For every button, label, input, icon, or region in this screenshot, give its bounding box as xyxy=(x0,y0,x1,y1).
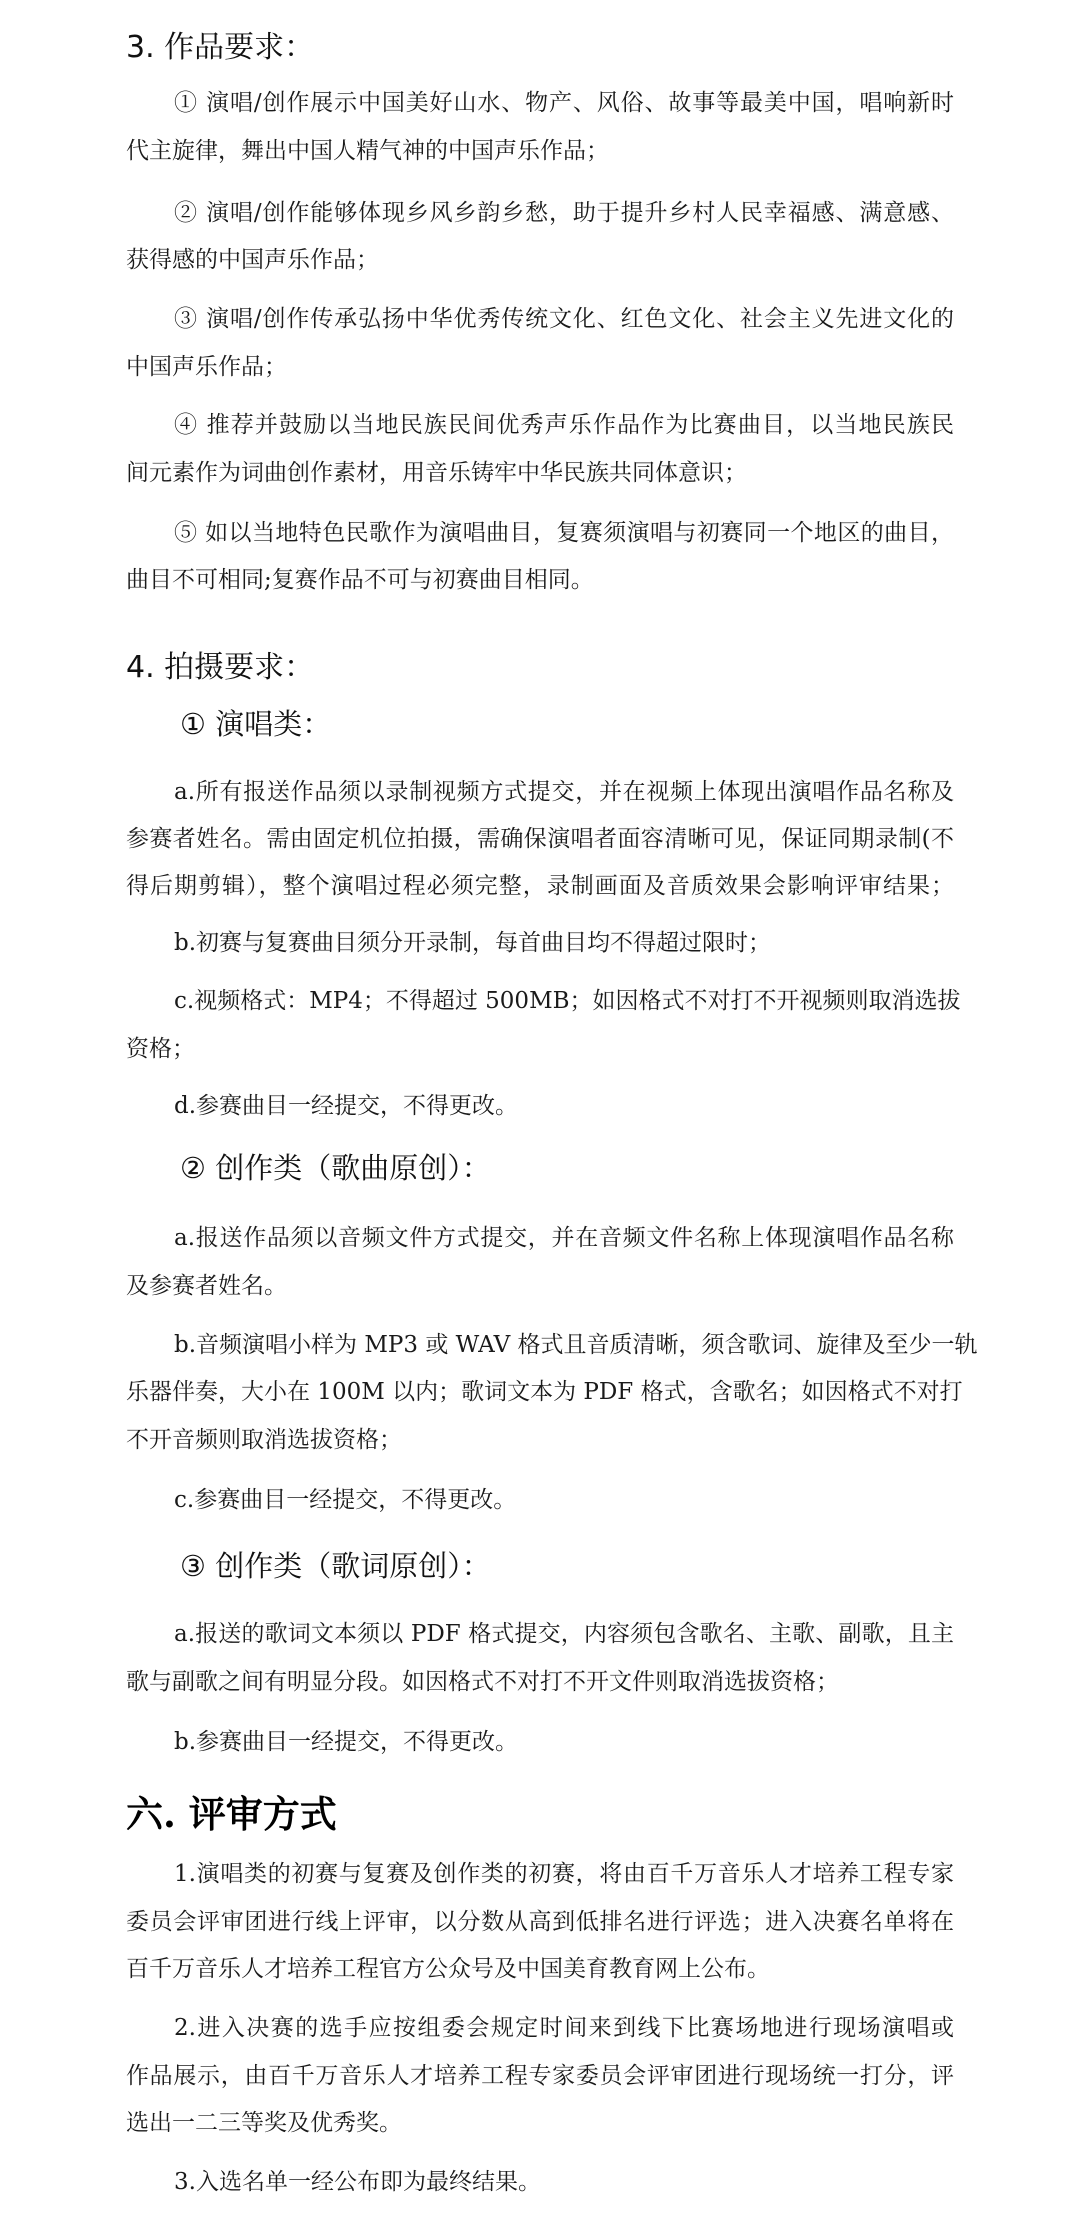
work-req-5-line-1: ⑤ 如以当地特色民歌作为演唱曲目，复赛须演唱与初赛同一个地区的曲目， xyxy=(174,520,954,546)
subheading-singing: ① 演唱类： xyxy=(180,707,332,741)
work-req-1-line-2: 代主旋律，舞出中国人精气神的中国声乐作品； xyxy=(126,138,609,164)
work-req-2-line-1: ② 演唱/创作能够体现乡风乡韵乡愁，助于提升乡村人民幸福感、满意感、 xyxy=(174,200,954,226)
review-1-line-2: 委员会评审团进行线上评审，以分数从高到低排名进行评选；进入决赛名单将在 xyxy=(126,1909,954,1935)
song-b-line-2: 乐器伴奏，大小在 100M 以内；歌词文本为 PDF 格式，含歌名；如因格式不对打 xyxy=(126,1379,963,1405)
singing-a-line-1: a.所有报送作品须以录制视频方式提交，并在视频上体现出演唱作品名称及 xyxy=(174,779,954,805)
work-req-3-line-2: 中国声乐作品； xyxy=(126,354,287,380)
review-2-line-3: 选出一二三等奖及优秀奖。 xyxy=(126,2110,402,2136)
song-b-line-3: 不开音频则取消选拔资格； xyxy=(126,1427,402,1453)
singing-b: b.初赛与复赛曲目须分开录制，每首曲目均不得超过限时； xyxy=(174,930,772,956)
work-req-4-line-2: 间元素作为词曲创作素材，用音乐铸牢中华民族共同体意识； xyxy=(126,460,747,486)
review-2-line-2: 作品展示，由百千万音乐人才培养工程专家委员会评审团进行现场统一打分，评 xyxy=(126,2063,954,2089)
review-1-line-1: 1.演唱类的初赛与复赛及创作类的初赛，将由百千万音乐人才培养工程专家 xyxy=(174,1861,954,1887)
song-a-line-1: a.报送作品须以音频文件方式提交，并在音频文件名称上体现演唱作品名称 xyxy=(174,1225,954,1251)
song-b-line-1: b.音频演唱小样为 MP3 或 WAV 格式且音质清晰，须含歌词、旋律及至少一轨 xyxy=(174,1332,978,1358)
song-a-line-2: 及参赛者姓名。 xyxy=(126,1273,287,1299)
review-2-line-1: 2.进入决赛的选手应按组委会规定时间来到线下比赛场地进行现场演唱或 xyxy=(174,2015,954,2041)
work-req-2-line-2: 获得感的中国声乐作品； xyxy=(126,247,379,273)
work-req-5-line-2: 曲目不可相同;复赛作品不可与初赛曲目相同。 xyxy=(126,567,594,593)
lyrics-a-line-1: a.报送的歌词文本须以 PDF 格式提交，内容须包含歌名、主歌、副歌，且主 xyxy=(174,1621,954,1647)
singing-c-line-2: 资格； xyxy=(126,1036,195,1062)
subheading-lyrics-original: ③ 创作类（歌词原创）： xyxy=(180,1549,491,1583)
singing-a-line-2: 参赛者姓名。需由固定机位拍摄，需确保演唱者面容清晰可见，保证同期录制(不 xyxy=(126,826,954,852)
singing-d: d.参赛曲目一经提交，不得更改。 xyxy=(174,1093,519,1119)
singing-a-line-3: 得后期剪辑），整个演唱过程必须完整，录制画面及音质效果会影响评审结果； xyxy=(126,873,954,899)
work-req-4-line-1: ④ 推荐并鼓励以当地民族民间优秀声乐作品作为比赛曲目，以当地民族民 xyxy=(174,412,954,438)
review-1-line-3: 百千万音乐人才培养工程官方公众号及中国美育教育网上公布。 xyxy=(126,1956,770,1982)
work-req-1-line-1: ① 演唱/创作展示中国美好山水、物产、风俗、故事等最美中国，唱响新时 xyxy=(174,90,954,116)
lyrics-a-line-2: 歌与副歌之间有明显分段。如因格式不对打不开文件则取消选拔资格； xyxy=(126,1669,839,1695)
heading-work-requirements: 3. 作品要求： xyxy=(126,30,315,65)
heading-review-method: 六. 评审方式 xyxy=(126,1792,337,1836)
subheading-song-original: ② 创作类（歌曲原创）： xyxy=(180,1151,491,1185)
lyrics-b: b.参赛曲目一经提交，不得更改。 xyxy=(174,1729,519,1755)
work-req-3-line-1: ③ 演唱/创作传承弘扬中华优秀传统文化、红色文化、社会主义先进文化的 xyxy=(174,306,954,332)
heading-shooting-requirements: 4. 拍摄要求： xyxy=(126,650,315,685)
review-3: 3.入选名单一经公布即为最终结果。 xyxy=(174,2169,541,2195)
song-c: c.参赛曲目一经提交，不得更改。 xyxy=(174,1487,517,1513)
singing-c-line-1: c.视频格式：MP4；不得超过 500MB；如因格式不对打不开视频则取消选拔 xyxy=(174,988,961,1014)
